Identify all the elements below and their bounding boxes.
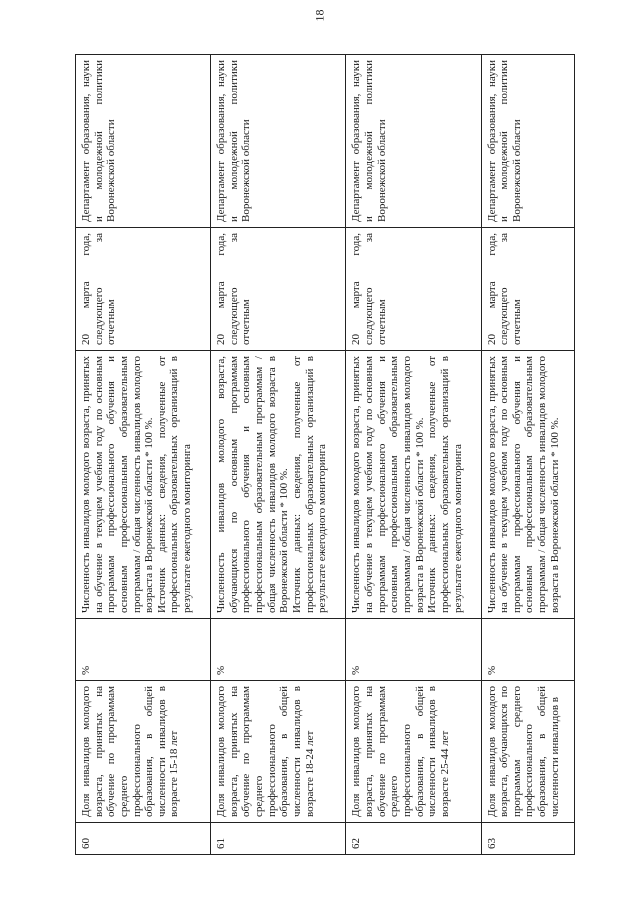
- indicator-name: Доля инвалидов молодого возраста, принятых на обучение по программам среднего профессионального образования, в общей численности инвалидов в возрасте 25-44 лет: [346, 681, 481, 823]
- responsible-body: Департамент образования, науки и молодежной политики Воронежской области: [346, 55, 481, 228]
- reporting-deadline: 20 марта года, следующего за отчетным: [481, 228, 574, 351]
- method-text: Численность инвалидов молодого возраста, обучающихся по основным программам профессионального обучения и основным профессиональным образовательным программам / общая численность инвалидов молодого возраста в Воронежской области * 100 %.: [215, 356, 291, 613]
- reporting-deadline: 20 марта года, следующего за отчетным: [346, 228, 481, 351]
- row-number: 61: [211, 823, 346, 855]
- table-row: [346, 55, 481, 855]
- row-number: 60: [76, 823, 211, 855]
- data-source-text: Источник данных: сведения, полученные от профессиональных образовательных организаций в результате ежегодного мониторинга: [426, 356, 464, 613]
- responsible-body: Департамент образования, науки и молодежной политики Воронежской области: [211, 55, 346, 228]
- unit-of-measure: %: [76, 619, 211, 681]
- calculation-method: [481, 351, 574, 619]
- page-number: [0, 0, 640, 30]
- rotated-table-container: [75, 55, 575, 855]
- indicator-name: Доля инвалидов молодого возраста, обучающихся по программам среднего профессионального образования, в общей численности инвалидов в: [481, 681, 574, 823]
- calculation-method: [76, 351, 211, 619]
- unit-of-measure: %: [481, 619, 574, 681]
- responsible-body: Департамент образования, науки и молодежной политики Воронежской области: [481, 55, 574, 228]
- calculation-method: [346, 351, 481, 619]
- table-row: [211, 55, 346, 855]
- method-text: Численность инвалидов молодого возраста, принятых на обучение в текущем учебном году по основным программам профессионального обучения и основным профессиональным образовательным программам / общая численность инвалидов молодого возраста в Воронежской области * 100 %.: [80, 356, 156, 613]
- row-number: 62: [346, 823, 481, 855]
- data-source-text: Источник данных: сведения, полученные от профессиональных образовательных организаций в результате ежегодного мониторинга: [291, 356, 329, 613]
- method-text: Численность инвалидов молодого возраста, принятых на обучение в текущем учебном году по основным программам профессионального обучения и основным профессиональным образовательным программам / общая численность инвалидов молодого возраста в Воронежской области * 100 %.: [350, 356, 426, 613]
- indicator-name: Доля инвалидов молодого возраста, принятых на обучение по программам среднего профессионального образования, в общей численности инвалидов в возрасте 18-24 лет: [211, 681, 346, 823]
- row-number: 63: [481, 823, 574, 855]
- reporting-deadline: 20 марта года, следующего за отчетным: [211, 228, 346, 351]
- method-text: Численность инвалидов молодого возраста, принятых на обучение в текущем учебном году по основным программам профессионального обучения и основным профессиональным образовательным программам / общая численность инвалидов молодого возраста в Воронежской области * 100 %.: [485, 356, 561, 613]
- data-source-text: Источник данных: сведения, полученные от профессиональных образовательных организаций в результате ежегодного мониторинга: [155, 356, 194, 613]
- unit-of-measure: %: [211, 619, 346, 681]
- responsible-body: Департамент образования, науки и молодежной политики Воронежской области: [76, 55, 211, 228]
- calculation-method: [211, 351, 346, 619]
- reporting-deadline: 20 марта года, следующего за отчетным: [76, 228, 211, 351]
- page-number-text: 18: [312, 9, 327, 21]
- indicator-name: Доля инвалидов молодого возраста, принятых на обучение по программам среднего профессионального образования, в общей численности инвалидов в возрасте 15-18 лет: [76, 681, 211, 823]
- table-row: [481, 55, 574, 855]
- indicators-table: [75, 54, 575, 855]
- unit-of-measure: %: [346, 619, 481, 681]
- table-row: [76, 55, 211, 855]
- rotated-table-frame: [75, 55, 575, 855]
